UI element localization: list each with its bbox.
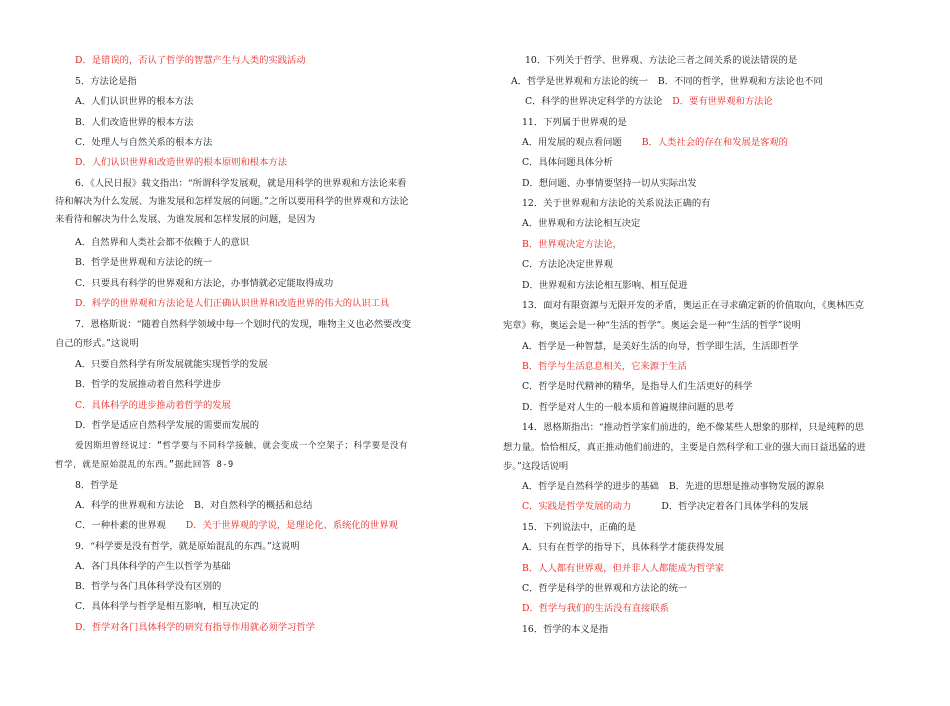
- option-6d-answer: D．科学的世界观和方法论是人们正确认识世界和改造世界的伟大的认识工具: [75, 298, 390, 309]
- option-12c: C．方法论决定世界观: [522, 259, 613, 270]
- option-7b: B．哲学的发展推动着自然科学进步: [75, 379, 222, 390]
- question-14-line2: 想力量。恰恰相反，真正推动他们前进的，主要是自然科学和工业的强大而日益迅猛的进: [503, 442, 866, 453]
- option-13a: A．哲学是一种智慧，是美好生活的向导，哲学即生活，生活即哲学: [522, 341, 799, 352]
- option-8b: B．对自然科学的概括和总结: [193, 500, 313, 511]
- option-6a: A．自然界和人类社会都不依赖于人的意识: [75, 237, 250, 248]
- question-9: 9．“科学要是没有哲学，就是原始混乱的东西。”这说明: [75, 541, 300, 552]
- question-14-line1: 14．恩格斯指出：“推动哲学家们前进的，绝不像某些人想象的那样，只是纯粹的思: [522, 422, 864, 433]
- question-13-line1: 13．面对有限资源与无限开发的矛盾，奥运正在寻求确定新的价值取向，《奥林匹克: [522, 300, 864, 311]
- options-14cd: [522, 500, 808, 514]
- question-6-line3: 来看待和解决为什么发展、为谁发展和怎样发展的问题，是因为: [55, 214, 316, 225]
- option-11d: D．想问题、办事情要坚持一切从实际出发: [522, 178, 697, 189]
- question-16: 16．哲学的本义是指: [522, 624, 609, 635]
- option-15d-answer: D．哲学与我们的生活没有直接联系: [522, 603, 669, 614]
- option-7d: D．哲学是适应自然科学发展的需要而发展的: [75, 420, 260, 431]
- option-10d-answer: D．要有世界观和方法论: [672, 96, 773, 107]
- option-13b-answer: B．哲学与生活息息相关，它来源于生活: [522, 361, 687, 372]
- question-10: 10．下列关于哲学、世界观、方法论三者之间关系的说法错误的是: [525, 55, 798, 66]
- option-8c: C．一种朴素的世界观: [75, 520, 166, 531]
- option-13c: C．哲学是时代精神的精华，是指导人们生活更好的科学: [522, 381, 753, 392]
- option-12d: D．世界观和方法论相互影响、相互促进: [522, 280, 688, 291]
- options-8cd: [75, 519, 398, 533]
- option-11a: A．用发展的观点看问题: [522, 137, 622, 148]
- option-10c: C．科学的世界决定科学的方法论: [525, 96, 663, 107]
- answer-line: D．是错误的，否认了哲学的智慧产生与人类的实践活动: [75, 55, 306, 66]
- option-9c: C．具体科学与哲学是相互影响，相互决定的: [75, 601, 259, 612]
- option-12a: A．世界观和方法论相互决定: [522, 218, 641, 229]
- option-9d-answer: D．哲学对各门具体科学的研究有指导作用就必须学习哲学: [75, 622, 315, 633]
- options-10cd: [525, 95, 773, 109]
- option-11c: C．具体问题具体分析: [522, 157, 613, 168]
- question-8: 8．哲学是: [75, 480, 119, 491]
- question-6-line1: 6．《人民日报》载文指出：“所谓科学发展观，就是用科学的世界观和方法论来看: [75, 178, 407, 189]
- option-13d: D．哲学是对人生的一般本质和普遍规律问题的思考: [522, 402, 734, 413]
- option-5b: B．人们改造世界的根本方法: [75, 117, 194, 128]
- einstein-quote-line2: 哲学，就是原始混乱的东西。”据此回答 8-9: [55, 460, 234, 470]
- option-9b: B．哲学与各门具体科学没有区别的: [75, 581, 222, 592]
- option-5a: A．人们认识世界的根本方法: [75, 96, 194, 107]
- question-15: 15．下列说法中，正确的是: [522, 522, 637, 533]
- option-8d-answer: D．关于世界观的学说，是理论化、系统化的世界观: [185, 520, 398, 531]
- option-14c-answer: C．实践是哲学发展的动力: [522, 501, 632, 512]
- option-11b-answer: B．人类社会的存在和发展是客观的: [641, 137, 788, 148]
- option-12b-answer: B．世界观决定方法论，: [522, 239, 622, 250]
- question-5: 5．方法论是指: [75, 76, 137, 87]
- question-6-line2: 待和解决为什么发展、为谁发展和怎样发展的问题。”之所以要用科学的世界观和方法论: [55, 196, 409, 207]
- option-15a: A．只有在哲学的指导下，具体科学才能获得发展: [522, 542, 724, 553]
- option-6c: C．只要具有科学的世界观和方法论，办事情就必定能取得成功: [75, 278, 334, 289]
- question-14-line3: 步。”这段话说明: [503, 461, 569, 472]
- option-15c: C．哲学是科学的世界观和方法论的统一: [522, 583, 688, 594]
- option-8a: A．科学的世界观和方法论: [75, 500, 184, 511]
- option-15b-answer: B．人人都有世界观，但并非人人都能成为哲学家: [522, 563, 725, 574]
- option-10a: A．哲学是世界观和方法论的统一: [511, 76, 648, 87]
- question-13-line2: 宪章》称，奥运会是一种“生活的哲学”。奥运会是一种“生活的哲学”说明: [503, 320, 801, 331]
- question-12: 12．关于世界观和方法论的关系说法正确的有: [522, 198, 711, 209]
- option-6b: B．哲学是世界观和方法论的统一: [75, 257, 212, 268]
- option-14d: D．哲学决定着各门具体学科的发展: [661, 501, 809, 512]
- option-7c-answer: C．具体科学的进步推动着哲学的发展: [75, 400, 231, 411]
- question-11: 11．下列属于世界观的是: [522, 117, 627, 128]
- option-7a: A．只要自然科学有所发展就能实现哲学的发展: [75, 359, 268, 370]
- options-10ab: [511, 75, 823, 89]
- question-7-line2: 自己的形式。”这说明: [55, 338, 139, 349]
- einstein-quote-line1: 爱因斯坦曾经说过：“哲学要与不同科学接触，就会变成一个空架子；科学要是没有: [75, 441, 409, 451]
- options-11ab: [522, 136, 788, 150]
- option-5d-answer: D．人们认识世界和改造世界的根本原则和根本方法: [75, 157, 287, 168]
- option-9a: A．各门具体科学的产生以哲学为基础: [75, 561, 231, 572]
- option-14b: B．先进的思想是推动事物发展的源泉: [668, 481, 825, 492]
- options-14ab: [522, 480, 824, 494]
- option-10b: B．不同的哲学，世界观和方法论也不同: [657, 76, 823, 87]
- option-5c: C．处理人与自然关系的根本方法: [75, 137, 213, 148]
- options-8ab: [75, 499, 312, 513]
- question-7-line1: 7．恩格斯说：“随着自然科学领域中每一个划时代的发现，唯物主义也必然要改变: [75, 319, 412, 330]
- option-14a: A．哲学是自然科学的进步的基础: [522, 481, 659, 492]
